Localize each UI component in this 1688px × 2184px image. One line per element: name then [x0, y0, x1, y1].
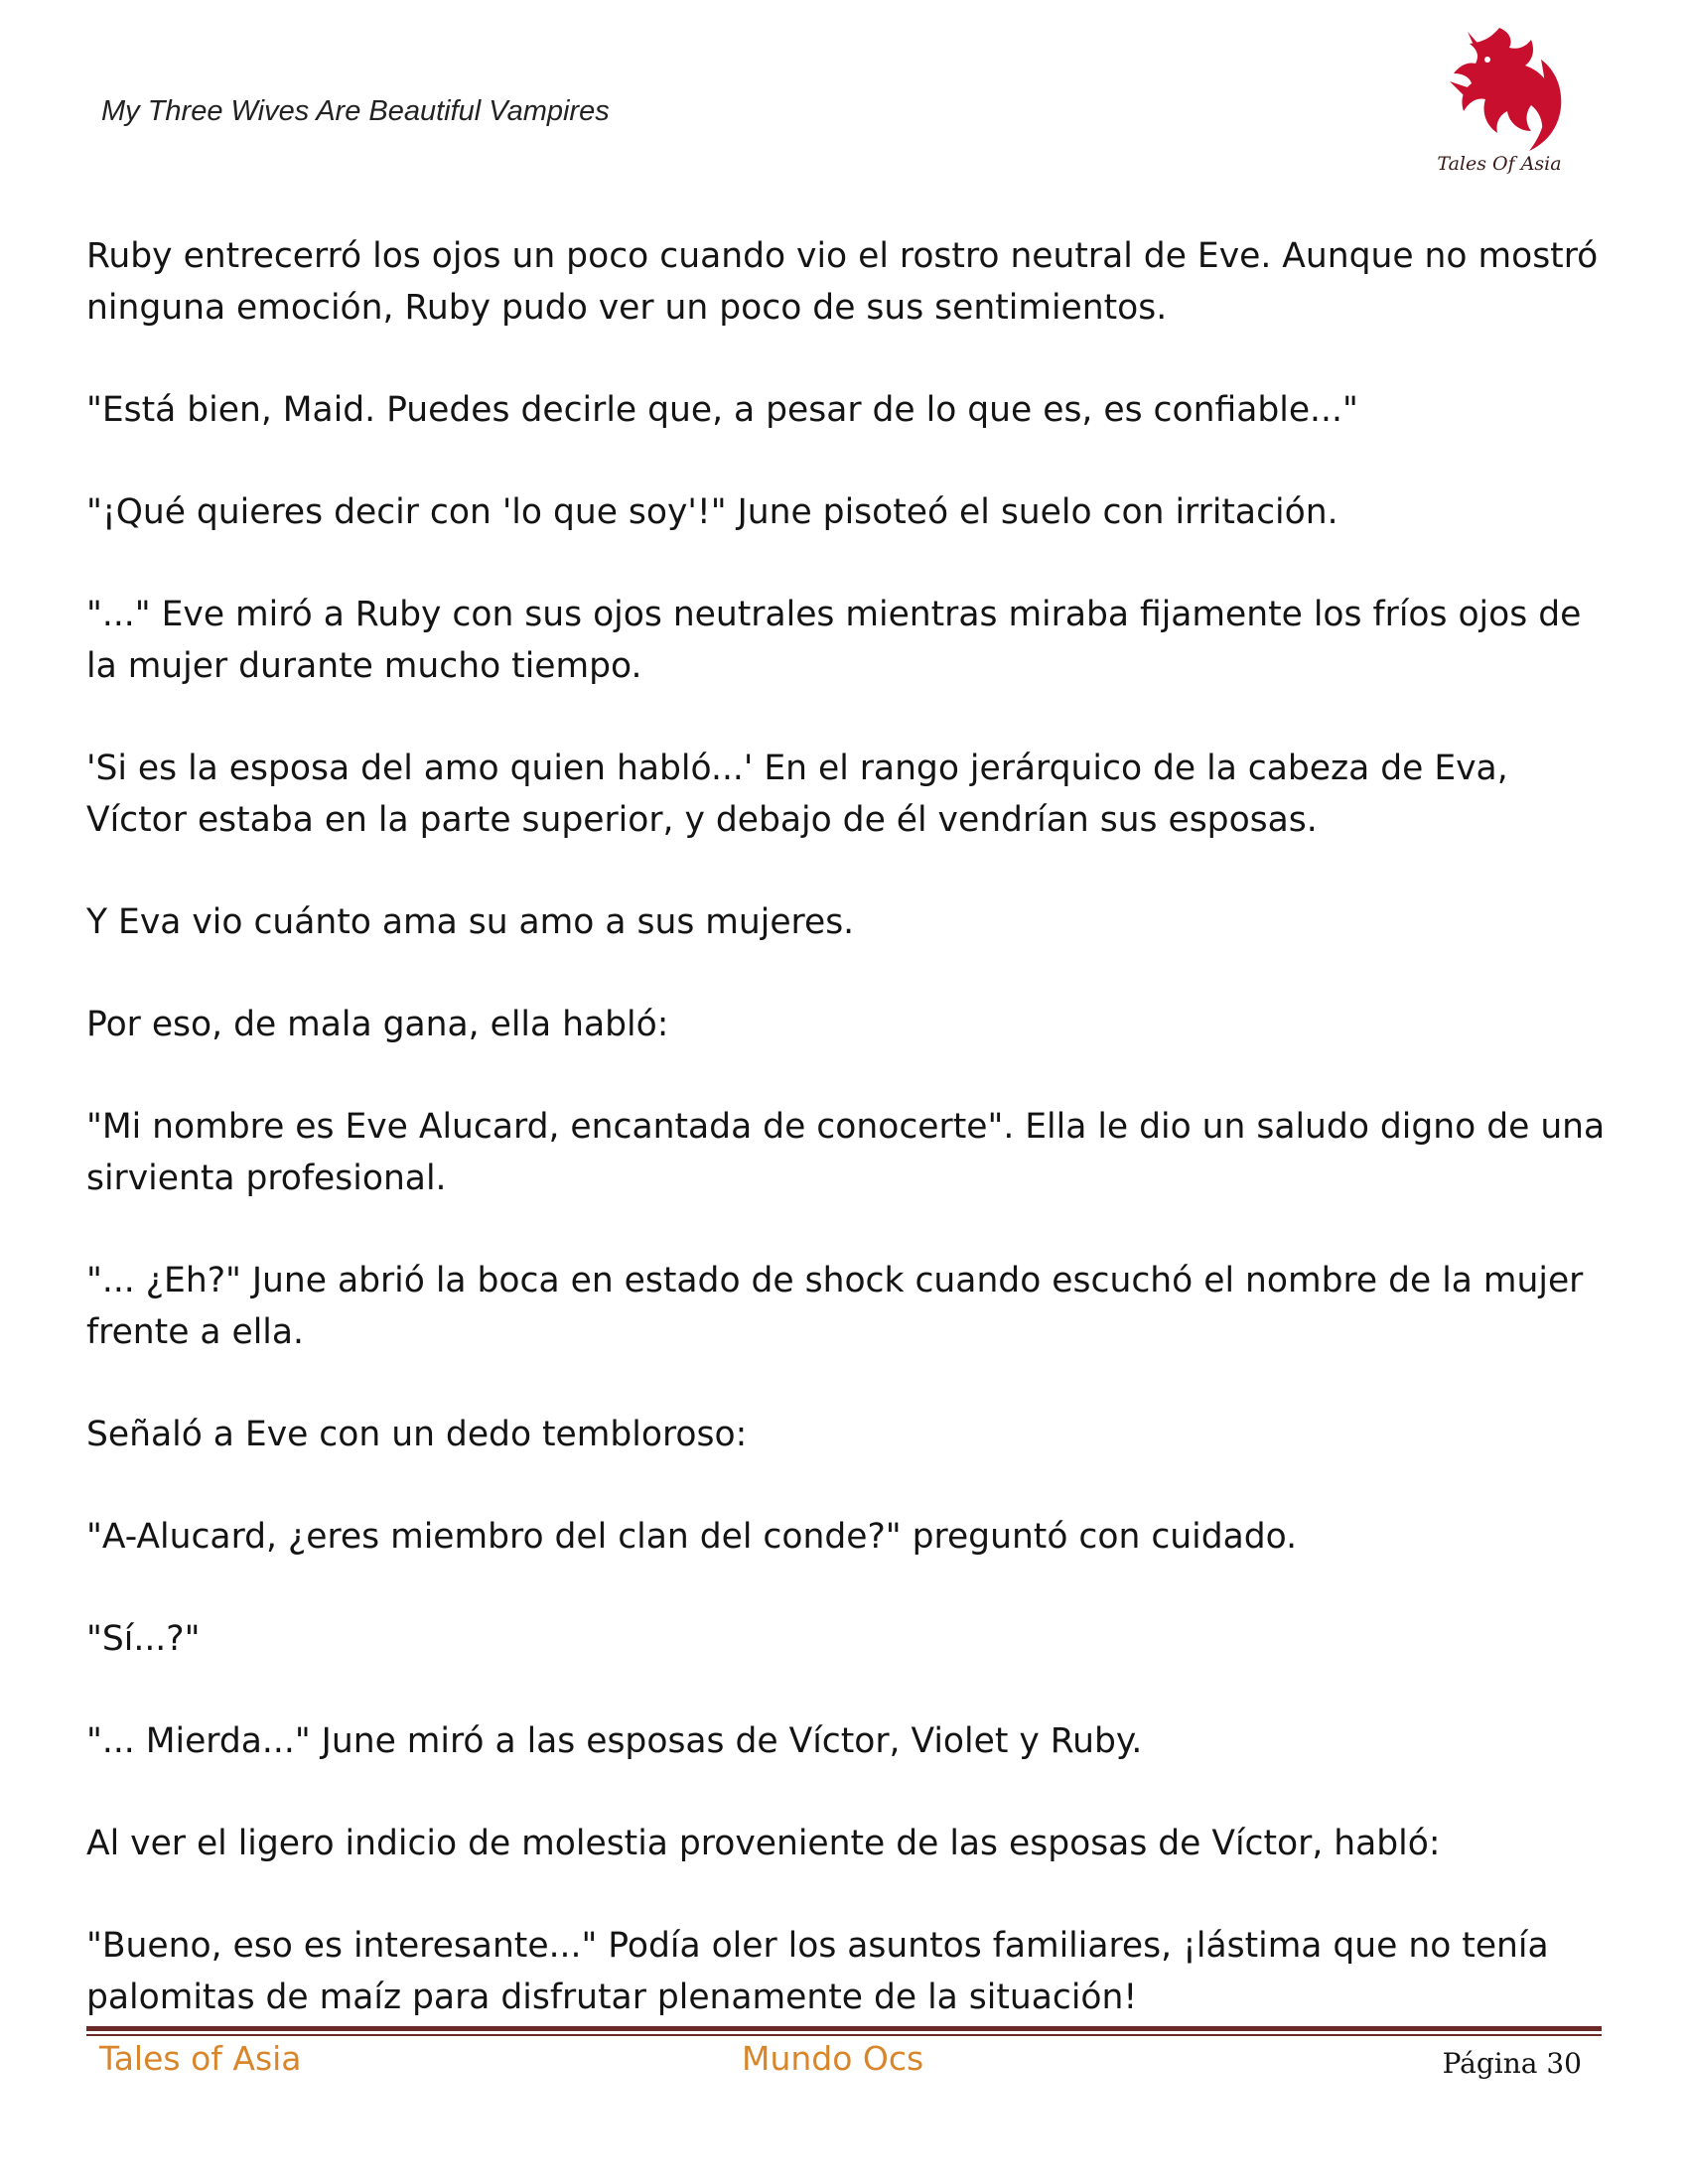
paragraph: "Está bien, Maid. Puedes decirle que, a pesar de lo que es, es confiable...": [86, 390, 1358, 430]
paragraph: "... ¿Eh?" June abrió la boca en estado de shock cuando escuchó el nombre de la mujer frente a ella.: [86, 1261, 1584, 1352]
page-number: Página 30: [1442, 2047, 1582, 2080]
footer-divider-thin: [86, 2034, 1602, 2036]
footer-section-name: Mundo Ocs: [742, 2039, 924, 2078]
paragraph: Ruby entrecerró los ojos un poco cuando vio el rostro neutral de Eve. Aunque no mostró ninguna emoción, Ruby pudo ver un poco de sus sentimientos.: [86, 236, 1599, 328]
logo-text: Tales Of Asia: [1437, 153, 1562, 175]
paragraph: "A-Alucard, ¿eres miembro del clan del conde?" preguntó con cuidado.: [86, 1517, 1298, 1557]
paragraph: Y Eva vio cuánto ama su amo a sus mujeres.: [86, 902, 855, 942]
footer-site-name: Tales of Asia: [99, 2039, 302, 2078]
paragraph: "Mi nombre es Eve Alucard, encantada de conocerte". Ella le dio un saludo digno de una sirvienta profesional.: [86, 1107, 1606, 1198]
paragraph: "..." Eve miró a Ruby con sus ojos neutrales mientras miraba fijamente los fríos ojos de la mujer durante mucho tiempo.: [86, 595, 1582, 686]
book-title: My Three Wives Are Beautiful Vampires: [101, 95, 610, 127]
paragraph: Señaló a Eve con un dedo tembloroso:: [86, 1415, 748, 1454]
paragraph: "... Mierda..." June miró a las esposas de Víctor, Violet y Ruby.: [86, 1721, 1143, 1761]
page-body: [86, 230, 1606, 2074]
paragraph: Al ver el ligero indicio de molestia proveniente de las esposas de Víctor, habló:: [86, 1824, 1441, 1863]
paragraph: "Sí...?": [86, 1619, 201, 1659]
paragraph: "¡Qué quieres decir con 'lo que soy'!" June pisoteó el suelo con irritación.: [86, 492, 1338, 532]
footer-divider: [86, 2026, 1602, 2031]
paragraph: 'Si es la esposa del amo quien habló...' En el rango jerárquico de la cabeza de Eva, Víctor estaba en la parte superior, y debajo de él vendrían sus esposas.: [86, 749, 1508, 840]
paragraph: "Bueno, eso es interesante..." Podía oler los asuntos familiares, ¡lástima que no tenía palomitas de maíz para disfrutar plenamente de la situación!: [86, 1926, 1549, 2017]
paragraph: Por eso, de mala gana, ella habló:: [86, 1005, 669, 1044]
